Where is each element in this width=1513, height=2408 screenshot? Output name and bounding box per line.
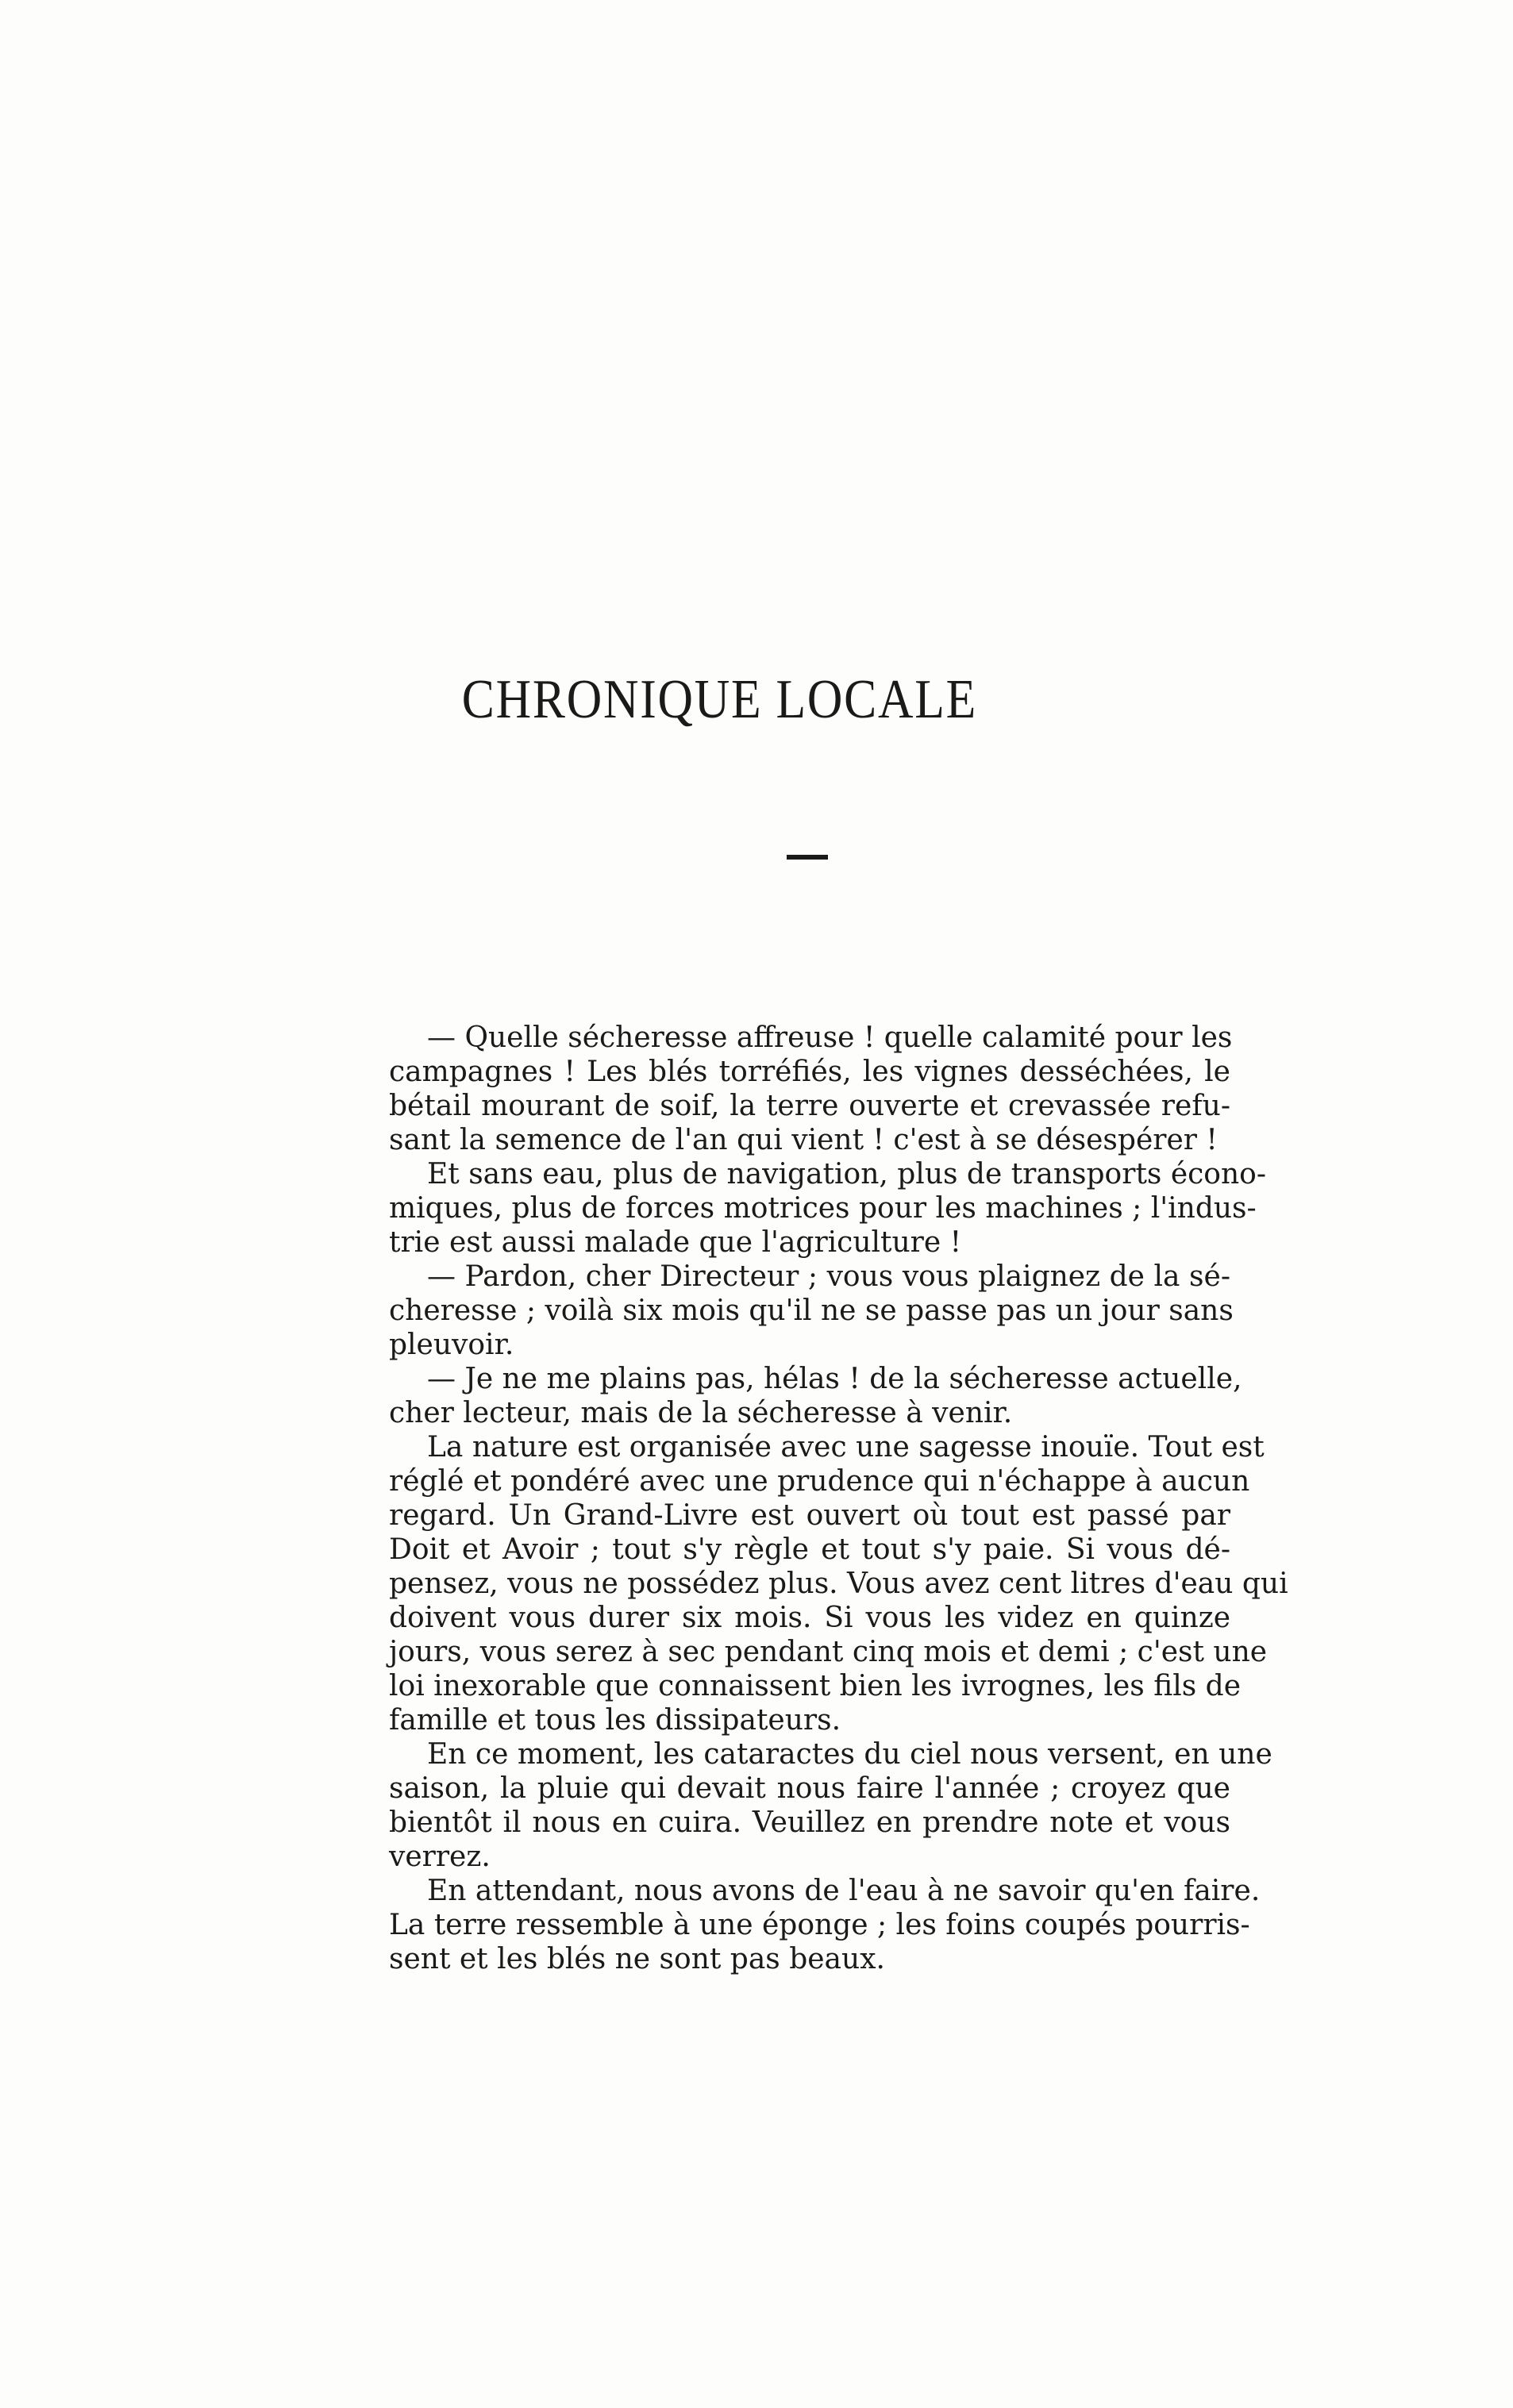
text-line: bientôt il nous en cuira. Veuillez en prendre note et vous: [389, 1806, 1230, 1839]
text-line: jours, vous serez à sec pendant cinq mois et demi ; c'est une: [389, 1636, 1268, 1668]
title-separator: [787, 855, 828, 860]
page-title: CHRONIQUE LOCALE: [461, 669, 978, 730]
text-line: miques, plus de forces motrices pour les machines ; l'indus-: [389, 1192, 1257, 1225]
text-line: loi inexorable que connaissent bien les ivrognes, les fils de: [389, 1670, 1242, 1702]
text-line: Doit et Avoir ; tout s'y règle et tout s'y paie. Si vous dé-: [389, 1533, 1230, 1566]
text-line: verrez.: [389, 1841, 491, 1873]
text-line: réglé et pondéré avec une prudence qui n'échappe à aucun: [389, 1465, 1250, 1498]
text-line: pensez, vous ne possédez plus. Vous avez cent litres d'eau qui: [389, 1568, 1288, 1600]
text-line: trie est aussi malade que l'agriculture !: [389, 1226, 962, 1259]
text-line: saison, la pluie qui devait nous faire l'année ; croyez que: [389, 1772, 1230, 1805]
text-line: sant la semence de l'an qui vient ! c'est à se désespérer !: [389, 1124, 1218, 1156]
text-line: En ce moment, les cataractes du ciel nous versent, en une: [427, 1738, 1272, 1771]
text-line: sent et les blés ne sont pas beaux.: [389, 1943, 885, 1975]
text-line: cher lecteur, mais de la sécheresse à venir.: [389, 1397, 1013, 1429]
text-line: — Je ne me plains pas, hélas ! de la sécheresse actuelle,: [427, 1363, 1242, 1395]
text-line: campagnes ! Les blés torréfiés, les vignes desséchées, le: [389, 1056, 1230, 1088]
text-line: — Quelle sécheresse affreuse ! quelle calamité pour les: [427, 1021, 1233, 1054]
text-line: famille et tous les dissipateurs.: [389, 1704, 841, 1737]
text-line: doivent vous durer six mois. Si vous les videz en quinze: [389, 1602, 1230, 1634]
text-line: cheresse ; voilà six mois qu'il ne se passe pas un jour sans: [389, 1294, 1234, 1327]
text-line: La terre ressemble à une éponge ; les foins coupés pourris-: [389, 1909, 1250, 1941]
text-line: pleuvoir.: [389, 1329, 514, 1361]
text-line: La nature est organisée avec une sagesse inouïe. Tout est: [427, 1431, 1265, 1464]
text-line: regard. Un Grand-Livre est ouvert où tout est passé par: [389, 1499, 1230, 1532]
article-body: [389, 1021, 1288, 1976]
text-line: — Pardon, cher Directeur ; vous vous plaignez de la sé-: [427, 1260, 1230, 1293]
text-line: En attendant, nous avons de l'eau à ne savoir qu'en faire.: [427, 1875, 1261, 1907]
text-line: Et sans eau, plus de navigation, plus de transports écono-: [427, 1158, 1266, 1191]
text-line: bétail mourant de soif, la terre ouverte et crevassée refu-: [389, 1090, 1230, 1122]
